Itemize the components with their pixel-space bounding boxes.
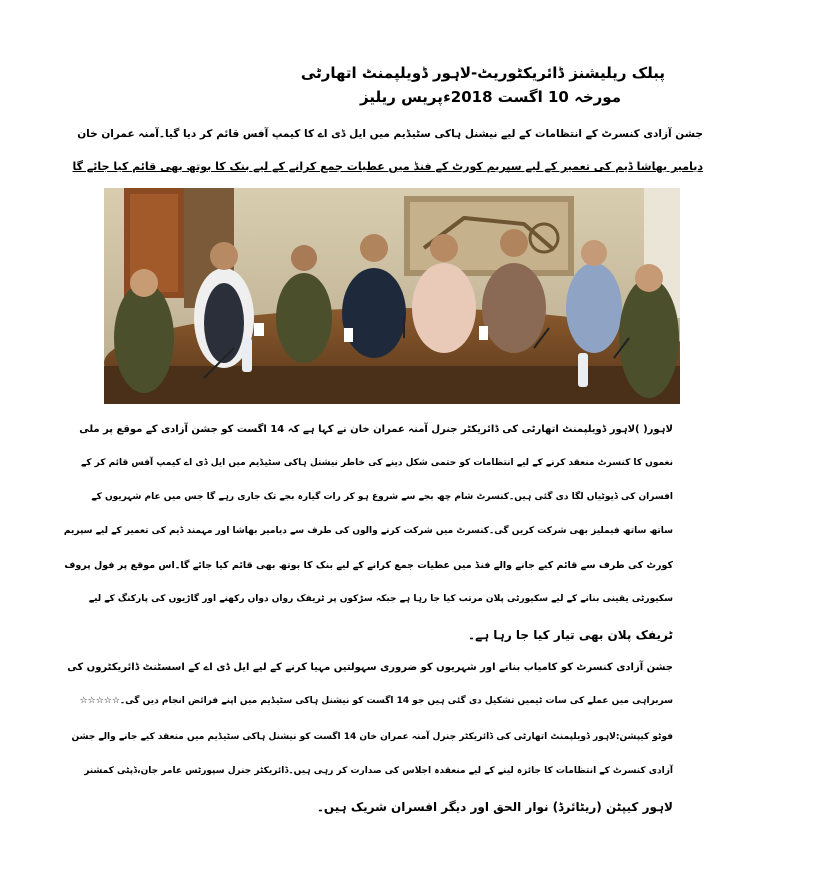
body-line-4: ساتھ ساتھ فیملیز بھی شرکت کریں گی۔کنسرٹ میں شرکت کرنے والوں کی طرف سے دیامیر بھاشا اور مہمند ڈیم کی تعمیر کے لیے سپریم (63, 526, 673, 536)
press-release-label: پریس ریلیز (360, 88, 443, 106)
headline-line-2: دیامیر بھاشا ڈیم کی تعمیر کے لیے سپریم کورٹ کے فنڈ میں عطیات جمع کرانے کے لیے بنک کا بوتھ بھی قائم کیا جائے گا (72, 160, 703, 173)
body-line-3: افسران کی ڈیوٹیاں لگا دی گئی ہیں۔کنسرٹ شام چھ بجے سے شروع ہو کر رات گیارہ بجے تک جاری رہے گا جس میں عام شہریوں کے (91, 492, 673, 502)
body-line-2: نغموں کا کنسرٹ منعقد کرنے کے لیے انتظامات کو حتمی شکل دینے کی خاطر نیشنل ہاکی سٹیڈیم میں ایل ڈی اے کیمپ آفس قائم کر کے (80, 458, 673, 468)
body-line-8: جشن آزادی کنسرٹ کو کامیاب بنانے اور شہریوں کو ضروری سہولتیں مہیا کرنے کے لیے ایل ڈی اے کے اسسٹنٹ ڈائریکٹروں کی (67, 662, 673, 673)
body-line-7: ٹریفک پلان بھی تیار کیا جا رہا ہے۔ (468, 628, 673, 642)
release-date: مورخہ 10 اگست 2018ء (443, 88, 621, 106)
body-line-10: فوٹو کیپشن:لاہور ڈویلپمنٹ اتھارٹی کی ڈائریکٹر جنرل آمنہ عمران خان 14 اگست کو نیشنل ہاکی سٹیڈیم میں منعقد کیے جانے والے جشن (71, 732, 673, 742)
org-name: پبلک ریلیشنز ڈائریکٹوریٹ-لاہور ڈویلپمنٹ اتھارٹی (300, 64, 665, 82)
meeting-photo (104, 188, 680, 404)
body-line-1: لاہور( )لاہور ڈویلپمنٹ اتھارٹی کی ڈائریکٹر جنرل آمنہ عمران خان نے کہا ہے کہ 14 اگست کو جشن آزادی کے موقع پر ملی (79, 424, 673, 435)
headline-line-1: جشن آزادی کنسرٹ کے انتظامات کے لیے نیشنل ہاکی سٹیڈیم میں ایل ڈی اے کا کیمپ آفس قائم کر دیا گیا۔آمنہ عمران خان (77, 128, 703, 140)
body-line-11: آزادی کنسرٹ کے انتظامات کا جائزہ لینے کے لیے منعقدہ اجلاس کی صدارت کر رہی ہیں۔ڈائریکٹر جنرل سپورٹس عامر جان،ڈپٹی کمشنر (84, 766, 673, 776)
meeting-photo-illustration (104, 188, 680, 404)
body-line-5: کورٹ کی طرف سے قائم کیے جانے والے فنڈ میں عطیات جمع کرانے کے لیے بنک کا بوتھ بھی قائم کیا جائے گا۔اس موقع پر فول پروف (64, 560, 673, 571)
body-line-12: لاہور کیپٹن (ریٹائرڈ) نوار الحق اور دیگر افسران شریک ہیں۔ (316, 800, 673, 814)
body-line-9: سربراہی میں عملے کی سات ٹیمیں تشکیل دی گئی ہیں جو 14 اگست کو نیشنل ہاکی سٹیڈیم میں اپنے فرائض انجام دیں گی۔☆☆☆☆☆ (79, 696, 673, 706)
body-line-6: سکیورٹی یقینی بنانے کے لیے سکیورٹی پلان مرتب کیا جا رہا ہے جبکہ سڑکوں پر ٹریفک رواں دواں رکھنے اور گاڑیوں کی پارکنگ کے لیے (88, 594, 673, 604)
